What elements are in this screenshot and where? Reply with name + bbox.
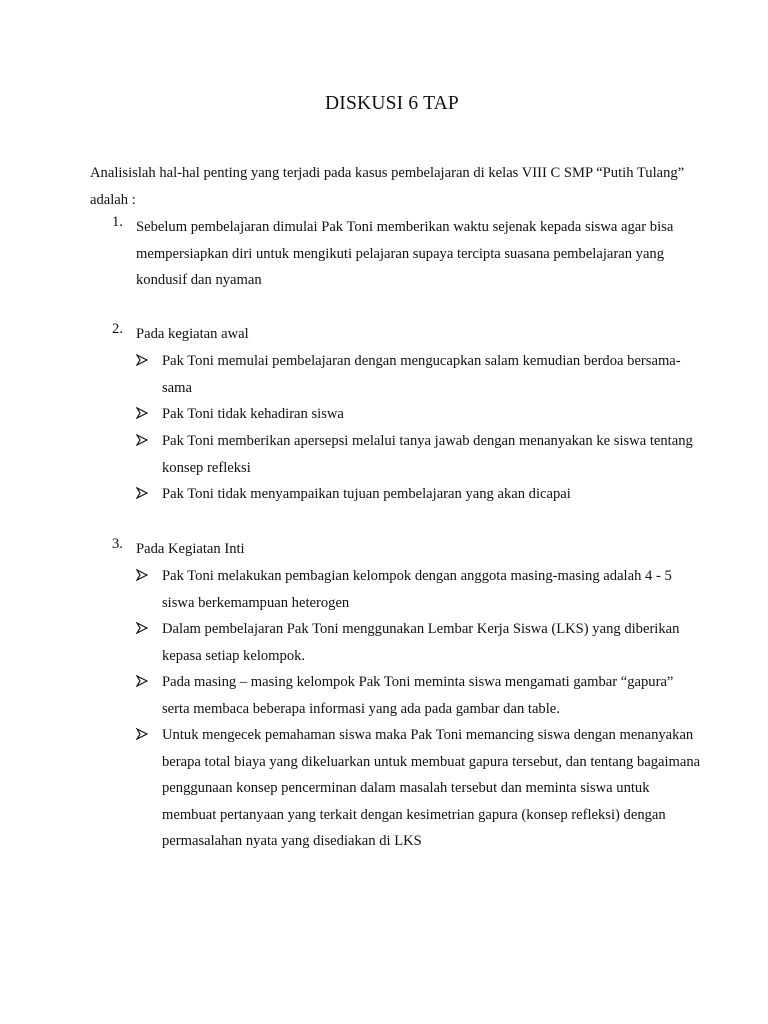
bullet-text: Dalam pembelajaran Pak Toni menggunakan Lembar Kerja Siswa (LKS) yang diberikan kepasa setiap kelompok. [162, 621, 680, 664]
arrow-bullet-icon [136, 569, 148, 581]
arrow-bullet-icon [136, 675, 148, 687]
item-number: 3. [112, 536, 123, 552]
item-number: 1. [112, 214, 123, 230]
arrow-bullet-icon [136, 487, 148, 499]
arrow-bullet-icon [136, 407, 148, 419]
item-text: Sebelum pembelajaran dimulai Pak Toni memberikan waktu sejenak kepada siswa agar bisa mempersiapkan diri untuk mengikuti pelajaran supaya tercipta suasana pembelajaran yang kondusif dan nyaman [136, 219, 674, 288]
bullet-text: Pada masing – masing kelompok Pak Toni meminta siswa mengamati gambar “gapura” serta membaca beberapa informasi yang ada pada gambar dan table. [162, 674, 674, 717]
bullet-text: Pak Toni memberikan apersepsi melalui tanya jawab dengan menanyakan ke siswa tentang konsep refleksi [162, 433, 693, 476]
bullet-text: Untuk mengecek pemahaman siswa maka Pak Toni memancing siswa dengan menanyakan berapa total biaya yang dikeluarkan untuk membuat gapura tersebut, dan tentang bagaimana penggunaan konsep pencerminan dalam masalah tersebut dan meminta siswa untuk membuat pertanyaan yang terkait dengan kesimetrian gapura (konsep refleksi) dengan permasalahan nyata yang disediakan di LKS [162, 727, 701, 849]
bullet-text: Pak Toni tidak kehadiran siswa [162, 406, 344, 422]
intro-paragraph: Analisislah hal-hal penting yang terjadi pada kasus pembelajaran di kelas VIII C SMP “Putih Tulang” adalah : [90, 165, 685, 208]
arrow-bullet-icon [136, 728, 148, 740]
arrow-bullet-icon [136, 354, 148, 366]
bullet-text: Pak Toni melakukan pembagian kelompok dengan anggota masing-masing adalah 4 - 5 siswa berkemampuan heterogen [162, 568, 672, 611]
item-number: 2. [112, 321, 123, 337]
bullet-text: Pak Toni tidak menyampaikan tujuan pembelajaran yang akan dicapai [162, 486, 571, 502]
bullet-text: Pak Toni memulai pembelajaran dengan mengucapkan salam kemudian berdoa bersama-sama [162, 353, 681, 396]
arrow-bullet-icon [136, 434, 148, 446]
arrow-bullet-icon [136, 622, 148, 634]
document-title: DISKUSI 6 TAP [325, 93, 459, 114]
item-text: Pada kegiatan awal [136, 326, 249, 342]
item-text: Pada Kegiatan Inti [136, 541, 245, 557]
